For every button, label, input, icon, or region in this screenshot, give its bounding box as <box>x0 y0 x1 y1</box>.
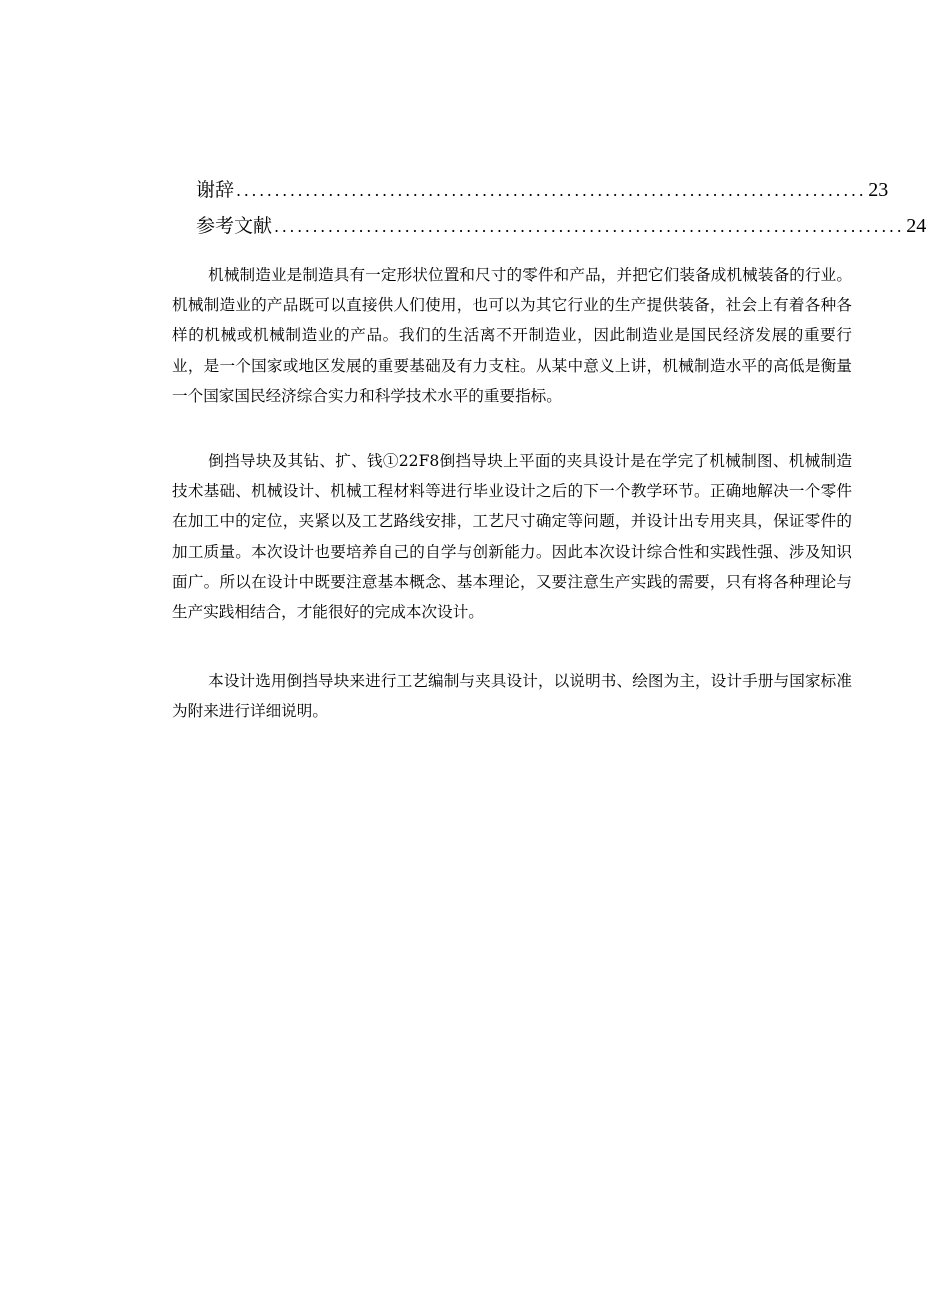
body-paragraph-1 <box>172 260 852 411</box>
toc-entry-page: 23 <box>868 179 889 201</box>
toc-entry-page: 24 <box>906 215 926 237</box>
paragraph-text: 倒挡导块及其钻、扩、钱①22F8倒挡导块上平面的夹具设计是在学完了机械制图、机械制造技术基础、机械设计、机械工程材料等进行毕业设计之后的下一个教学环节。正确地解决一个零件在加工中的定位，夹紧以及工艺路线安排，工艺尺寸确定等问题，并设计出专用夹具，保证零件的加工质量。本次设计也要培养自己的自学与创新能力。因此本次设计综合性和实践性强、涉及知识面广。所以在设计中既要注意基本概念、基本理论，又要注意生产实践的需要，只有将各种理论与生产实践相结合，才能很好的完成本次设计。 <box>172 452 852 622</box>
body-paragraph-2 <box>172 446 852 627</box>
toc-leader-dots: .................................................................................. <box>274 217 905 236</box>
paragraph-text: 机械制造业是制造具有一定形状位置和尺寸的零件和产品，并把它们装备成机械装备的行业。机械制造业的产品既可以直接供人们使用，也可以为其它行业的生产提供装备，社会上有着各种各样的机械或机械制造业的产品。我们的生活离不开制造业，因此制造业是国民经济发展的重要行业，是一个国家或地区发展的重要基础及有力支柱。从某中意义上讲，机械制造水平的高低是衡量一个国家国民经济综合实力和科学技术水平的重要指标。 <box>172 266 852 405</box>
toc-entry-acknowledgements[interactable] <box>190 175 889 211</box>
table-of-contents <box>190 175 926 247</box>
toc-entry-title: 谢辞 <box>196 179 235 201</box>
toc-entry-references[interactable] <box>190 211 926 247</box>
body-paragraph-3 <box>172 666 852 726</box>
toc-entry-title: 参考文献 <box>196 215 273 237</box>
paragraph-text: 本设计选用倒挡导块来进行工艺编制与夹具设计，以说明书、绘图为主，设计手册与国家标准为附来进行详细说明。 <box>172 672 852 721</box>
toc-leader-dots: .................................................................................. <box>236 181 867 200</box>
